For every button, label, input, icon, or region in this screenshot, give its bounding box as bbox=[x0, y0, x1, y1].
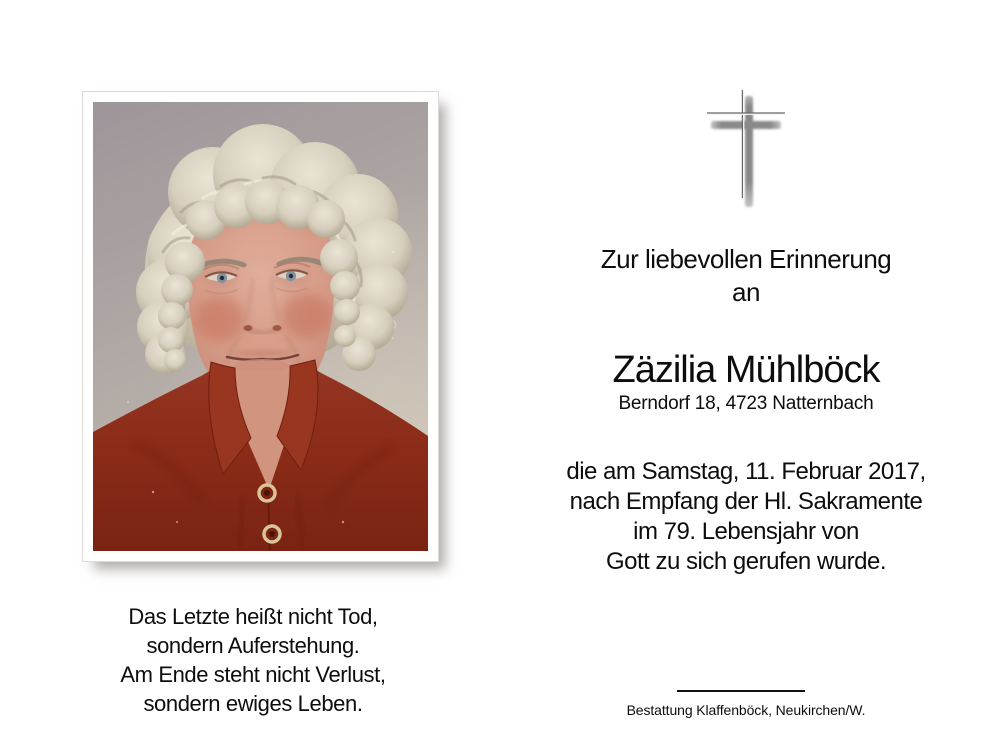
obituary-line: die am Samstag, 11. Februar 2017, bbox=[566, 458, 926, 485]
obituary-line: Gott zu sich gerufen wurde. bbox=[606, 548, 886, 575]
intro-line-2: an bbox=[732, 277, 760, 307]
deceased-name: Zäzilia Mühlböck bbox=[612, 349, 880, 391]
obituary-text bbox=[520, 457, 972, 577]
funeral-home-name: Bestattung Klaffenböck, Neukirchen/W. bbox=[626, 702, 866, 718]
cross-icon bbox=[695, 88, 795, 213]
obituary-line: nach Empfang der Hl. Sakramente bbox=[569, 488, 923, 515]
portrait-illustration bbox=[93, 102, 428, 551]
deceased-address: Berndorf 18, 4723 Natternbach bbox=[618, 393, 874, 414]
poem-line: sondern Auferstehung. bbox=[146, 633, 360, 658]
intro-text bbox=[520, 243, 972, 309]
poem-line: sondern ewiges Leben. bbox=[143, 691, 363, 716]
funeral-home-divider bbox=[677, 690, 805, 692]
intro-line-1: Zur liebevollen Erinnerung bbox=[600, 244, 892, 274]
poem-line: Das Letzte heißt nicht Tod, bbox=[128, 604, 378, 629]
portrait-photo bbox=[83, 92, 438, 561]
obituary-line: im 79. Lebensjahr von bbox=[633, 518, 859, 545]
memorial-poem bbox=[0, 602, 506, 718]
poem-line: Am Ende steht nicht Verlust, bbox=[120, 662, 386, 687]
memorial-text-column bbox=[520, 0, 972, 744]
